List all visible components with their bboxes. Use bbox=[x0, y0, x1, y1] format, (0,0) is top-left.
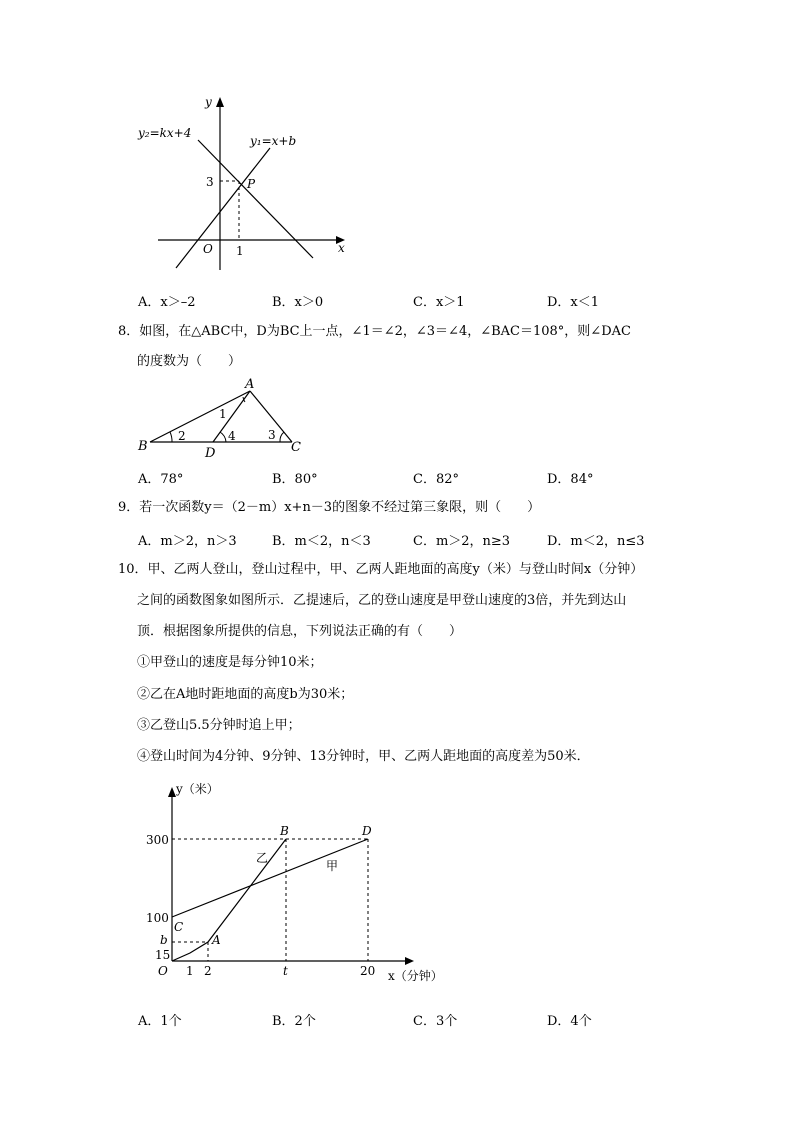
q10-y-label: y（米） bbox=[176, 782, 219, 796]
q8-stem-line1: 8．如图，在△ABC中，D为BC上一点，∠1＝∠2，∠3＝∠4，∠BAC＝108°，则∠DAC bbox=[118, 324, 631, 339]
q10-point-b: B bbox=[280, 824, 289, 838]
q7-option-b[interactable]: B．x＞0 bbox=[272, 295, 324, 310]
q8-label-c: C bbox=[291, 440, 301, 455]
q10-x-arrow bbox=[405, 957, 414, 965]
q7-point-p: P bbox=[247, 177, 256, 191]
q7-y-arrow bbox=[216, 97, 224, 107]
q10-stem-line3: 顶．根据图象所提供的信息，下列说法正确的有（ ） bbox=[137, 624, 463, 639]
q8-option-a[interactable]: A．78° bbox=[138, 472, 184, 487]
q8-angle-4: 4 bbox=[228, 429, 236, 443]
q9-option-c[interactable]: C．m＞2，n≥3 bbox=[413, 534, 511, 549]
q8-arc-3 bbox=[280, 432, 284, 442]
q10-item-3: ③乙登山5.5分钟时追上甲； bbox=[137, 718, 301, 733]
q10-tick-15: 15 bbox=[155, 948, 171, 962]
q10-line-jia bbox=[172, 839, 368, 917]
q7-y-label: y bbox=[205, 95, 212, 109]
q10-tick-1: 1 bbox=[186, 964, 194, 978]
q9-option-b[interactable]: B．m＜2，n＜3 bbox=[272, 534, 371, 549]
q10-x-label: x（分钟） bbox=[388, 969, 443, 983]
q10-stem-line1: 10．甲、乙两人登山，登山过程中，甲、乙两人距地面的高度y（米）与登山时间x（分钟） bbox=[118, 562, 644, 577]
q10-label-jia: 甲 bbox=[326, 859, 339, 873]
q10-tick-2: 2 bbox=[204, 964, 212, 978]
q7-tick-1: 1 bbox=[236, 244, 244, 258]
q7-line2-label: y₂=kx+4 bbox=[138, 126, 192, 140]
q8-label-a: A bbox=[245, 377, 255, 392]
q7-x-label: x bbox=[338, 241, 345, 255]
q10-option-d[interactable]: D．4个 bbox=[547, 1014, 592, 1029]
q9-stem: 9．若一次函数y＝（2－m）x+n－3的图象不经过第三象限，则（ ） bbox=[118, 500, 541, 515]
q10-option-a[interactable]: A．1个 bbox=[138, 1014, 182, 1029]
q7-tick-3: 3 bbox=[206, 175, 214, 189]
q10-point-d: D bbox=[362, 824, 372, 838]
q10-origin: O bbox=[158, 964, 168, 978]
q10-figure bbox=[140, 775, 470, 990]
q7-option-d[interactable]: D．x＜1 bbox=[547, 295, 600, 310]
q8-label-d: D bbox=[205, 446, 216, 460]
q8-option-b[interactable]: B．80° bbox=[272, 472, 318, 487]
q7-option-c[interactable]: C．x＞1 bbox=[413, 295, 465, 310]
q10-option-c[interactable]: C．3个 bbox=[413, 1014, 458, 1029]
q8-arc-4 bbox=[220, 432, 226, 442]
q8-angle-3: 3 bbox=[268, 428, 276, 442]
q8-option-d[interactable]: D．84° bbox=[547, 472, 594, 487]
q10-point-a: A bbox=[212, 933, 221, 947]
q10-tick-20: 20 bbox=[360, 964, 376, 978]
q10-tick-t: t bbox=[283, 964, 288, 978]
q10-stem-line2: 之间的函数图象如图所示．乙提速后，乙的登山速度是甲登山速度的3倍，并先到达山 bbox=[137, 593, 627, 608]
q8-arc-2 bbox=[170, 432, 172, 442]
q8-label-b: B bbox=[138, 439, 148, 454]
q10-option-b[interactable]: B．2个 bbox=[272, 1014, 316, 1029]
q10-line-yi bbox=[172, 839, 286, 961]
q10-point-c: C bbox=[174, 920, 184, 934]
q7-figure bbox=[130, 90, 360, 270]
q8-figure bbox=[130, 375, 310, 460]
q10-tick-300: 300 bbox=[146, 833, 169, 847]
q10-tick-b: b bbox=[160, 933, 168, 947]
q9-option-d[interactable]: D．m＜2，n≤3 bbox=[547, 534, 645, 549]
q10-item-1: ①甲登山的速度是每分钟10米； bbox=[137, 655, 323, 670]
q8-option-c[interactable]: C．82° bbox=[413, 472, 459, 487]
q10-label-yi: 乙 bbox=[256, 851, 269, 865]
q8-angle-2: 2 bbox=[178, 429, 186, 443]
q8-angle-1: 1 bbox=[219, 407, 227, 421]
q7-option-a[interactable]: A．x＞–2 bbox=[138, 295, 196, 310]
q10-y-arrow bbox=[168, 787, 176, 797]
q7-origin: O bbox=[203, 242, 213, 256]
q10-item-2: ②乙在A地时距地面的高度b为30米； bbox=[137, 687, 354, 702]
q10-item-4: ④登山时间为4分钟、9分钟、13分钟时，甲、乙两人距地面的高度差为50米． bbox=[137, 749, 590, 764]
q10-tick-100: 100 bbox=[146, 911, 169, 925]
q9-option-a[interactable]: A．m＞2，n＞3 bbox=[138, 534, 237, 549]
q8-stem-line2: 的度数为（ ） bbox=[137, 354, 242, 369]
q7-line1-label: y₁=x+b bbox=[250, 134, 297, 148]
